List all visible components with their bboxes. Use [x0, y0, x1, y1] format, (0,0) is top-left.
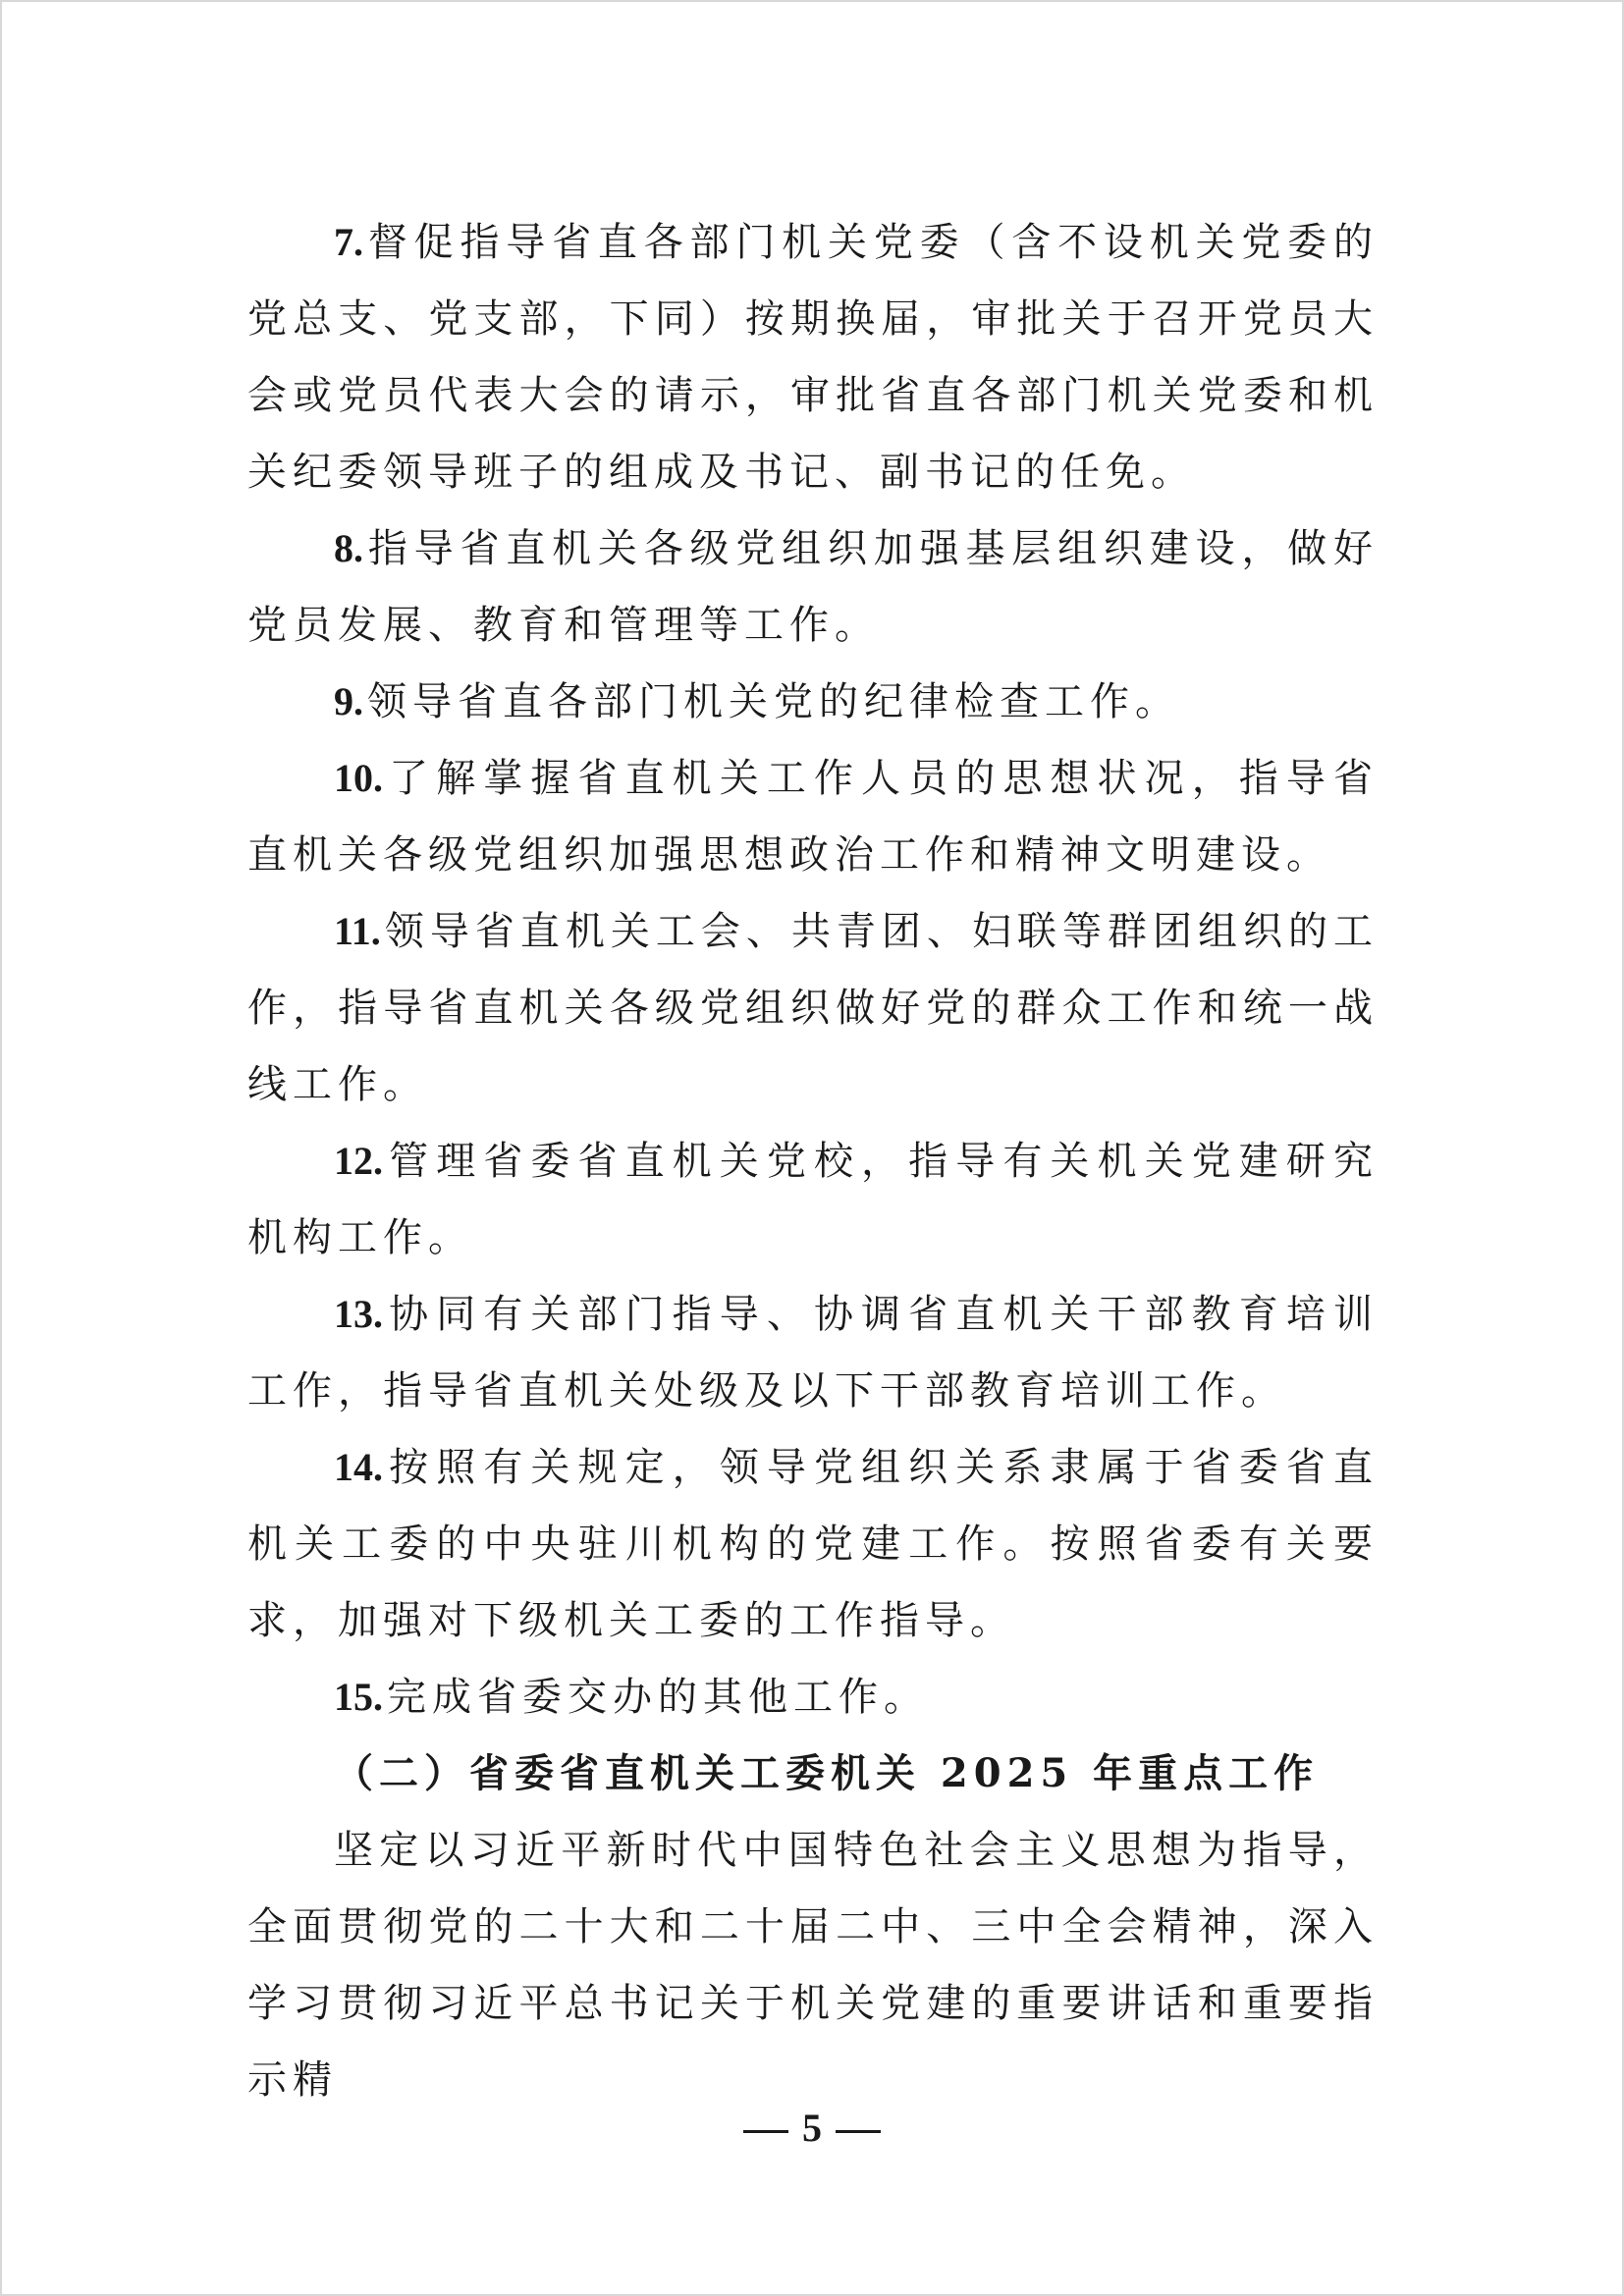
list-item-7 — [247, 204, 1379, 510]
item-number: 9. — [334, 679, 363, 723]
item-text: 按照有关规定，领导党组织关系隶属于省委省直机关工委的中央驻川机构的党建工作。按照省委有关要求，加强对下级机关工委的工作指导。 — [247, 1445, 1379, 1643]
item-number: 8. — [334, 526, 363, 570]
item-number: 13. — [334, 1292, 383, 1336]
footer-dash-right — [836, 2130, 881, 2133]
list-item-10 — [247, 740, 1379, 893]
item-text: 了解掌握省直机关工作人员的思想状况，指导省直机关各级党组织加强思想政治工作和精神文明建设。 — [247, 756, 1379, 878]
list-item-8 — [247, 510, 1379, 664]
list-item-11 — [247, 893, 1379, 1123]
list-item-14 — [247, 1429, 1379, 1659]
list-item-12 — [247, 1123, 1379, 1276]
item-text: 管理省委省直机关党校，指导有关机关党建研究机构工作。 — [247, 1139, 1379, 1260]
page-number: 5 — [802, 2106, 822, 2150]
page-footer — [0, 2099, 1624, 2158]
item-text: 协同有关部门指导、协调省直机关干部教育培训工作，指导省直机关处级及以下干部教育培训工作。 — [247, 1292, 1379, 1414]
list-item-9 — [247, 664, 1379, 740]
section-heading: （二）省委省直机关工委机关 2025 年重点工作 — [334, 1750, 1320, 1796]
item-number: 11. — [334, 909, 381, 953]
section-body: 坚定以习近平新时代中国特色社会主义思想为指导，全面贯彻党的二十大和二十届二中、三中全会精神，深入学习贯彻习近平总书记关于机关党建的重要讲话和重要指示精 — [247, 1828, 1379, 2103]
item-number: 10. — [334, 756, 383, 800]
item-text: 领导省直各部门机关党的纪律检查工作。 — [367, 679, 1180, 724]
item-text: 督促指导省直各部门机关党委（含不设机关党委的党总支、党支部，下同）按期换届，审批关于召开党员大会或党员代表大会的请示，审批省直各部门机关党委和机关纪委领导班子的组成及书记、副书记的任免。 — [247, 220, 1379, 495]
list-item-15 — [247, 1659, 1379, 1735]
item-number: 7. — [334, 220, 363, 264]
item-text: 领导省直机关工会、共青团、妇联等群团组织的工作，指导省直机关各级党组织做好党的群众工作和统一战线工作。 — [247, 909, 1379, 1107]
item-number: 12. — [334, 1139, 383, 1183]
item-number: 15. — [334, 1675, 383, 1719]
document-body — [247, 204, 1379, 2118]
item-text: 完成省委交办的其他工作。 — [387, 1675, 929, 1720]
item-text: 指导省直机关各级党组织加强基层组织建设，做好党员发展、教育和管理等工作。 — [247, 526, 1379, 648]
list-item-13 — [247, 1276, 1379, 1429]
item-number: 14. — [334, 1445, 383, 1489]
footer-dash-left — [743, 2130, 788, 2133]
